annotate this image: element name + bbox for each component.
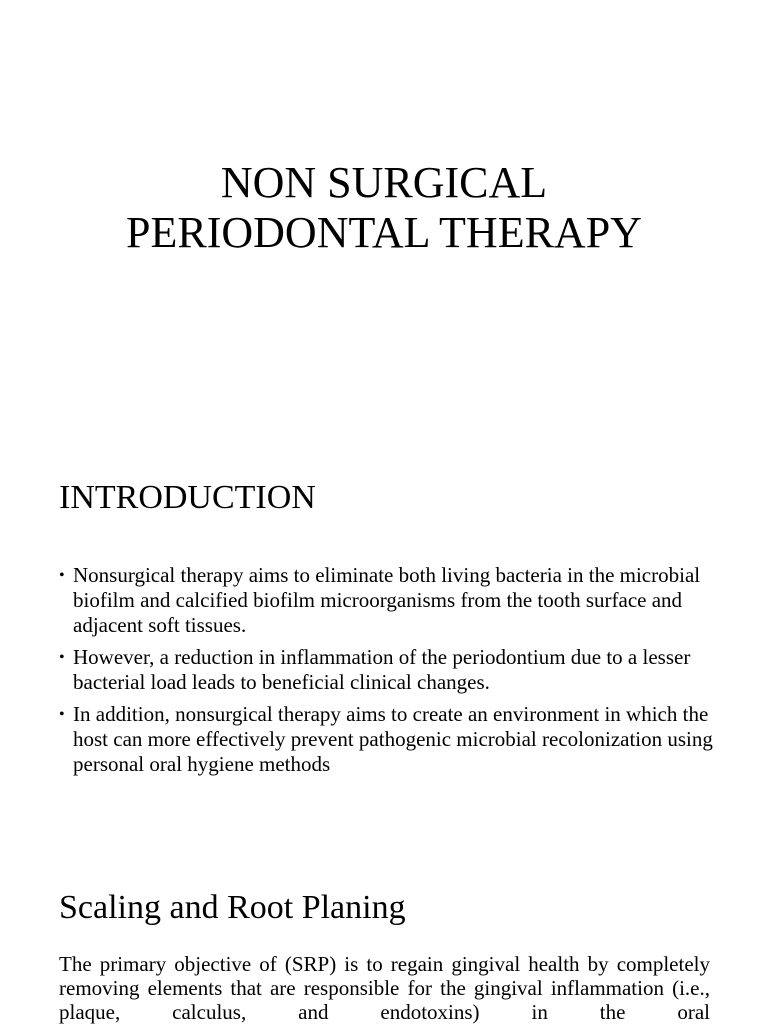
bullet-text: Nonsurgical therapy aims to eliminate both living bacteria in the microbial biofilm and calcified biofilm microorganisms from the tooth surface and adjacent soft tissues. <box>73 563 701 637</box>
bullet-icon: • <box>59 567 65 584</box>
title-line-2: PERIODONTAL THERAPY <box>126 208 642 257</box>
list-item <box>59 645 719 695</box>
list-item <box>59 563 719 638</box>
srp-paragraph: The primary objective of (SRP) is to regain gingival health by completely removing elements that are responsible for the gingival inflammation (i.e., plaque, calculus, and endotoxins) in the oral <box>59 952 710 1024</box>
srp-heading: Scaling and Root Planing <box>59 889 406 926</box>
page-title <box>0 158 768 258</box>
bullet-icon: • <box>59 706 65 723</box>
bullet-text: In addition, nonsurgical therapy aims to create an environment in which the host can more effectively prevent pathogenic microbial recolonization using personal oral hygiene methods <box>73 702 713 776</box>
bullet-icon: • <box>59 649 65 666</box>
bullet-text: However, a reduction in inflammation of the periodontium due to a lesser bacterial load leads to beneficial clinical changes. <box>73 645 691 694</box>
introduction-heading: INTRODUCTION <box>59 479 316 516</box>
introduction-bullet-list <box>59 563 719 784</box>
list-item <box>59 702 719 777</box>
title-line-1: NON SURGICAL <box>220 158 548 207</box>
